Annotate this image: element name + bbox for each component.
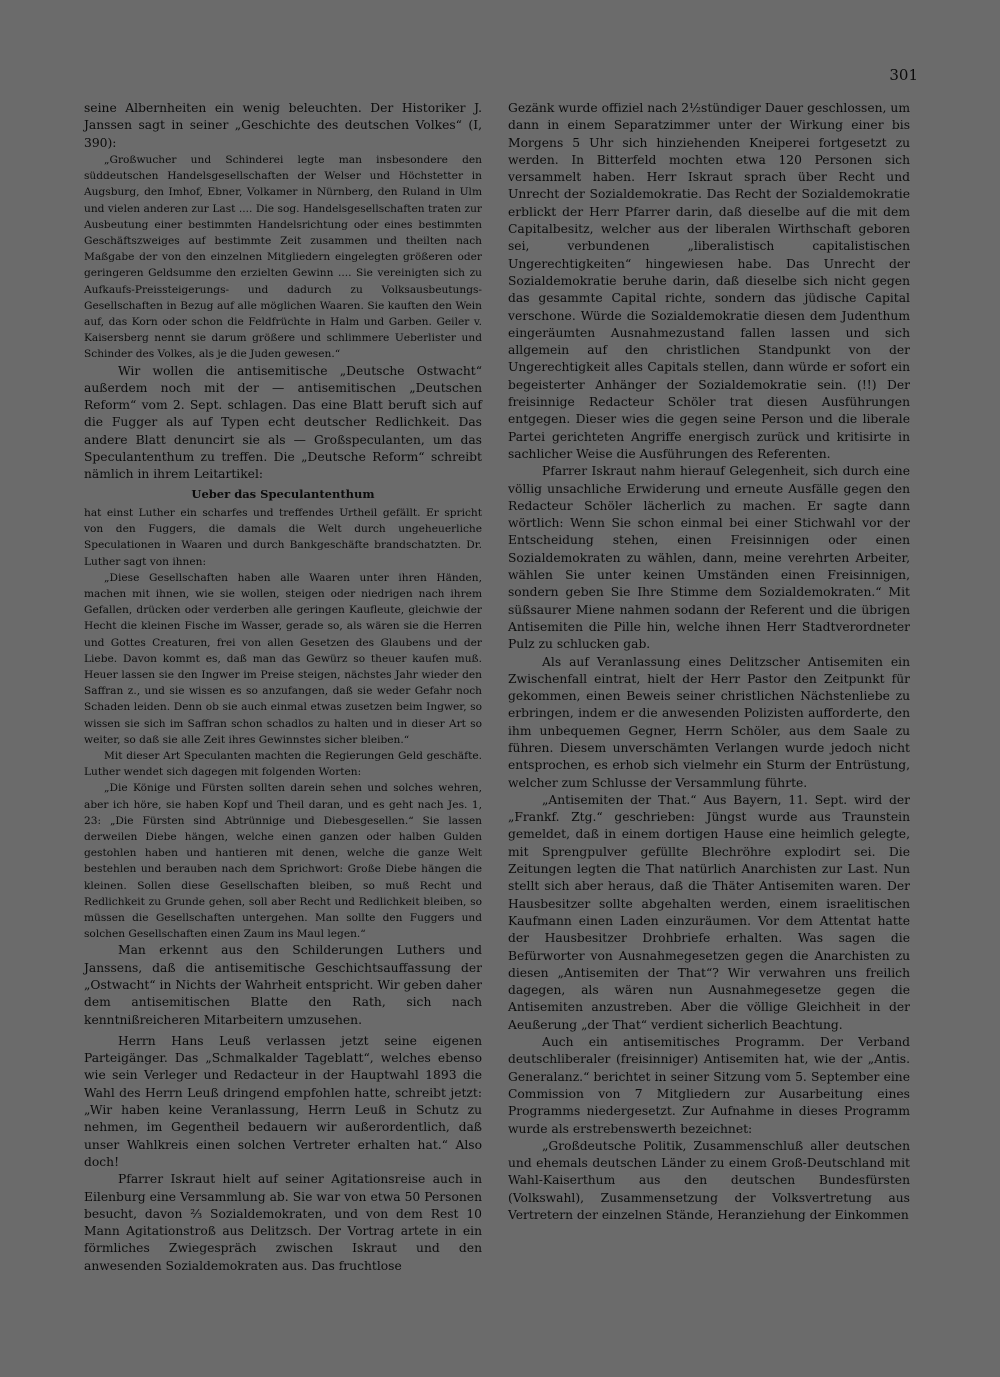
subheading-speculantenthum: Ueber das Speculantenthum bbox=[191, 486, 375, 501]
paragraph: Wir wollen die antisemitische „Deutsche Ostwacht“ außerdem noch mit der — antisemitischen „Deutschen Reform“ vom 2. Sept. schlagen. Das eine Blatt beruft sich auf die Fugger als auf Typen echt deutscher Redlichkeit. Das andere Blatt denuncirt sie als — Großspeculanten, um das Speculantenthum zu treffen. Die „Deutsche Reform“ schreibt nämlich in ihrem Leitartikel: bbox=[84, 363, 482, 482]
article-antisemitisches-programm: Auch ein antisemitisches Programm. Der Verband deutschliberaler (freisinniger) Antisemiten hat, wie der „Antis. Generalanz.“ berichtet in seiner Sitzung vom 5. September eine Commission von 7 Mitgliedern zur Ausarbeitung eines Programms niedergesetzt. Zur Aufnahme in dieses Programm wurde als erstrebenswerth bezeichnet: bbox=[508, 1035, 910, 1136]
left-column bbox=[84, 100, 482, 1275]
paragraph: Als auf Veranlassung eines Delitzscher Antisemiten ein Zwischenfall eintrat, hielt der Herr Pastor den Zeitpunkt für gekommen, einen Beweis seiner christlichen Nächstenliebe zu erbringen, indem er die anwesenden Polizisten aufforderte, den ihm unbequemen Gegner, Herrn Schöler, aus dem Saale zu führen. Diesem unverschämten Verlangen wurde jedoch nicht entsprochen, es erhob sich vielmehr ein Sturm der Entrüstung, welcher zum Schlusse der Versammlung führte. bbox=[508, 654, 910, 790]
article-iskraut: Pfarrer Iskraut hielt auf seiner Agitationsreise auch in Eilenburg eine Versammlung ab. Sie war von etwa 50 Personen besucht, davon ⅔ Sozialdemokraten, und von dem Rest 10 Mann Agitationstroß aus Delitzsch. Der Vortrag artete in ein förmliches Zwiegespräch zwischen Iskraut und den anwesenden Sozialdemokraten aus. Das fruchtlose bbox=[84, 1172, 482, 1273]
quotation-program: „Großdeutsche Politik, Zusammenschluß aller deutschen und ehemals deutschen Länder zu einem Groß-Deutschland mit Wahl-Kaiserthum aus den deutschen Bundesfürsten (Volkswahl), Zusammensetzung der Volksvertretung aus Vertretern der einzelnen Stände, Heranziehung der Einkommen bbox=[508, 1138, 910, 1222]
quotation-text: Mit dieser Art Speculanten machten die Regierungen Geld geschäfte. Luther wendet sich dagegen mit folgenden Worten: bbox=[84, 749, 482, 779]
quotation-luther-intro: hat einst Luther ein scharfes und treffendes Urtheil gefällt. Er spricht von den Fuggers, die damals die Welt durch ungeheuerliche Speculationen in Waaren und durch Bankgeschäfte brandschatzten. Dr. Luther sagt von ihnen: bbox=[84, 506, 482, 568]
paragraph: Man erkennt aus den Schilderungen Luthers und Janssens, daß die antisemitische Geschichtsauffassung der „Ostwacht“ in Nichts der Wahrheit entspricht. Wir geben daher dem antisemitischen Blatte den Rath, sich nach kenntnißreicheren Mitarbeitern umzusehen. bbox=[84, 943, 482, 1027]
quotation-luther-princes: „Die Könige und Fürsten sollten darein sehen und solches wehren, aber ich höre, sie haben Kopf und Theil daran, und es geht nach Jes. 1, 23: „Die Fürsten sind Abtrünnige und Diebesgesellen.“ Sie lassen derweilen Diebe hängen, welche einen ganzen oder halben Gulden gestohlen haben und hantieren mit denen, welche die ganze Welt bestehlen und berauben nach dem Sprichwort: Große Diebe hängen die kleinen. Sollen diese Gesellschaften bleiben, so muß Recht und Redlichkeit zu Grunde gehen, soll aber Recht und Redlichkeit bleiben, so müssen die Gesellschaften untergehen. Man sollte den Fuggers und solchen Gesellschaften einen Zaum ins Maul legen.“ bbox=[84, 782, 482, 941]
page-number: 301 bbox=[889, 66, 918, 84]
paragraph: Pfarrer Iskraut nahm hierauf Gelegenheit, sich durch eine völlig unsachliche Erwiderung und erneute Ausfälle gegen den Redacteur Schöler lächerlich zu machen. Er sagte dann wörtlich: Wenn Sie schon einmal bei einer Stichwahl vor der Entscheidung stehen, einen Freisinnigen oder einen Sozialdemokraten zu wählen, dann, meine verehrten Arbeiter, wählen Sie unter keinen Umständen einen Freisinnigen, sondern geben Sie Ihre Stimme dem Sozialdemokraten.“ Mit süßsaurer Miene nahmen sodann der Referent und die übrigen Antisemiten die Pille hin, welche ihnen Herr Stadtverordneter Pulz zu schlucken gab. bbox=[508, 464, 910, 652]
quotation-luther: „Diese Gesellschaften haben alle Waaren unter ihren Händen, machen mit ihnen, wie sie wollen, steigen oder niedrigen nach ihrem Gefallen, drücken oder verderben alle geringen Kaufleute, gleichwie der Hecht die kleinen Fische im Wasser, gerade so, als wären sie die Herren und Gottes Creaturen, frei von allen Gesetzen des Glaubens und der Liebe. Davon kommt es, daß man das Gewürz so theuer kaufen muß. Heuer lassen sie den Ingwer im Preise steigen, nächstes Jahr wieder den Saffran z., und sie wissen es so anzufangen, daß sie weder Gefahr noch Schaden leiden. Denn ob sie auch einmal etwas zusetzen beim Ingwer, so wissen sie sich im Saffran schon schadlos zu halten und in dieser Art so weiter, so daß sie alle Zeit ihres Gewinnstes sicher bleiben.“ bbox=[84, 571, 482, 746]
article-antisemiten-der-that: „Antisemiten der That.“ Aus Bayern, 11. Sept. wird der „Frankf. Ztg.“ geschrieben: Jüngst wurde aus Traunstein gemeldet, daß in einem dortigen Hause eine heimlich gelegte, mit Sprengpulver gefüllte Blechröhre explodirt sei. Die Zeitungen legten die That natürlich Anarchisten zur Last. Nun stellt sich aber heraus, daß die Thäter Antisemiten waren. Der Hausbesitzer sollte abgehalten werden, einem israelitischen Kaufmann einen Laden einzuräumen. Vor dem Attentat hatte der Hausbesitzer Drohbriefe erhalten. Was sagen die Befürworter von Ausnahmegesetzen gegen die Anarchisten zu diesen „Antisemiten der That“? Wir verwahren uns freilich dagegen, als wären nun Ausnahmegesetze gegen die Antisemiten anzustreben. Aber die völlige Gleichheit in der Aeußerung „der That“ verdient sicherlich Beachtung. bbox=[508, 792, 910, 1032]
right-column bbox=[508, 100, 910, 1224]
quotation-janssen: „Großwucher und Schinderei legte man insbesondere den süddeutschen Handelsgesellschaften der Welser und Höchstetter in Augsburg, den Imhof, Ebner, Volkamer in Nürnberg, den Ruland in Ulm und vielen anderen zur Last .... Die sog. Handelsgesellschaften traten zur Ausbeutung einer bestimmten Handelsrichtung oder eines bestimmten Geschäftszweiges auf bestimmte Zeit zusammen und theilten nach Maßgabe der von den einzelnen Mitgliedern eingelegten größeren oder geringeren Geldsumme den erzielten Gewinn .... Sie vereinigten sich zu Aufkaufs-Preissteigerungs- und dadurch zu Volksausbeutungs-Gesellschaften in Bezug auf alle möglichen Waaren. Sie kauften den Wein auf, das Korn oder schon die Feldfrüchte in Halm und Garben. Geiler v. Kaisersberg nennt sie darum größere und schlimmere Ueberlister und Schinder des Volkes, als je die Juden gewesen.“ bbox=[84, 153, 482, 361]
paragraph: seine Albernheiten ein wenig beleuchten. Der Historiker J. Janssen sagt in seiner „Geschichte des deutschen Volkes“ (I, 390): bbox=[84, 101, 482, 150]
paragraph: Gezänk wurde offiziel nach 2½stündiger Dauer geschlossen, um dann in einem Separatzimmer unter der Wirkung einer bis Morgens 5 Uhr sich hinziehenden Kneiperei fortgesetzt zu werden. In Bitterfeld mochten etwa 120 Personen sich versammelt haben. Herr Iskraut sprach über Recht und Unrecht der Sozialdemokratie. Das Recht der Sozialdemokratie erblickt der Herr Pfarrer darin, daß dieselbe auf die mit dem Capitalbesitz, welcher aus der liberalen Wirthschaft geboren sei, verbundenen „liberalistisch capitalistischen Ungerechtigkeiten“ hingewiesen habe. Das Unrecht der Sozialdemokratie beruhe darin, daß dieselbe sich nicht gegen das gesammte Capital richte, sondern das jüdische Capital verschone. Würde die Sozialdemokratie diesen dem Judenthum eingeräumten Ausnahmezustand fallen lassen und sich allgemein auf den christlichen Standpunkt von der Ungerechtigkeit alles Capitals stellen, dann würde er sofort ein begeisterter Anhänger der Sozialdemokratie sein. (!!) Der freisinnige Redacteur Schöler trat diesen Ausführungen entgegen. Dieser wies die gegen seine Person und die liberale Partei gerichteten Angriffe energisch zurück und kritisirte in sachlicher Weise die Ausführungen des Referenten. bbox=[508, 101, 910, 461]
article-leuss: Herrn Hans Leuß verlassen jetzt seine eigenen Parteigänger. Das „Schmalkalder Tageblatt“, welches ebenso wie sein Verleger und Redacteur in der Hauptwahl 1893 die Wahl des Herrn Leuß dringend empfohlen hatte, schreibt jetzt: „Wir haben keine Veranlassung, Herrn Leuß in Schutz zu nehmen, im Gegentheil bedauern wir außerordentlich, daß unser Wahlkreis einen solchen Vertreter erhalten hat.“ Also doch! bbox=[84, 1033, 482, 1169]
